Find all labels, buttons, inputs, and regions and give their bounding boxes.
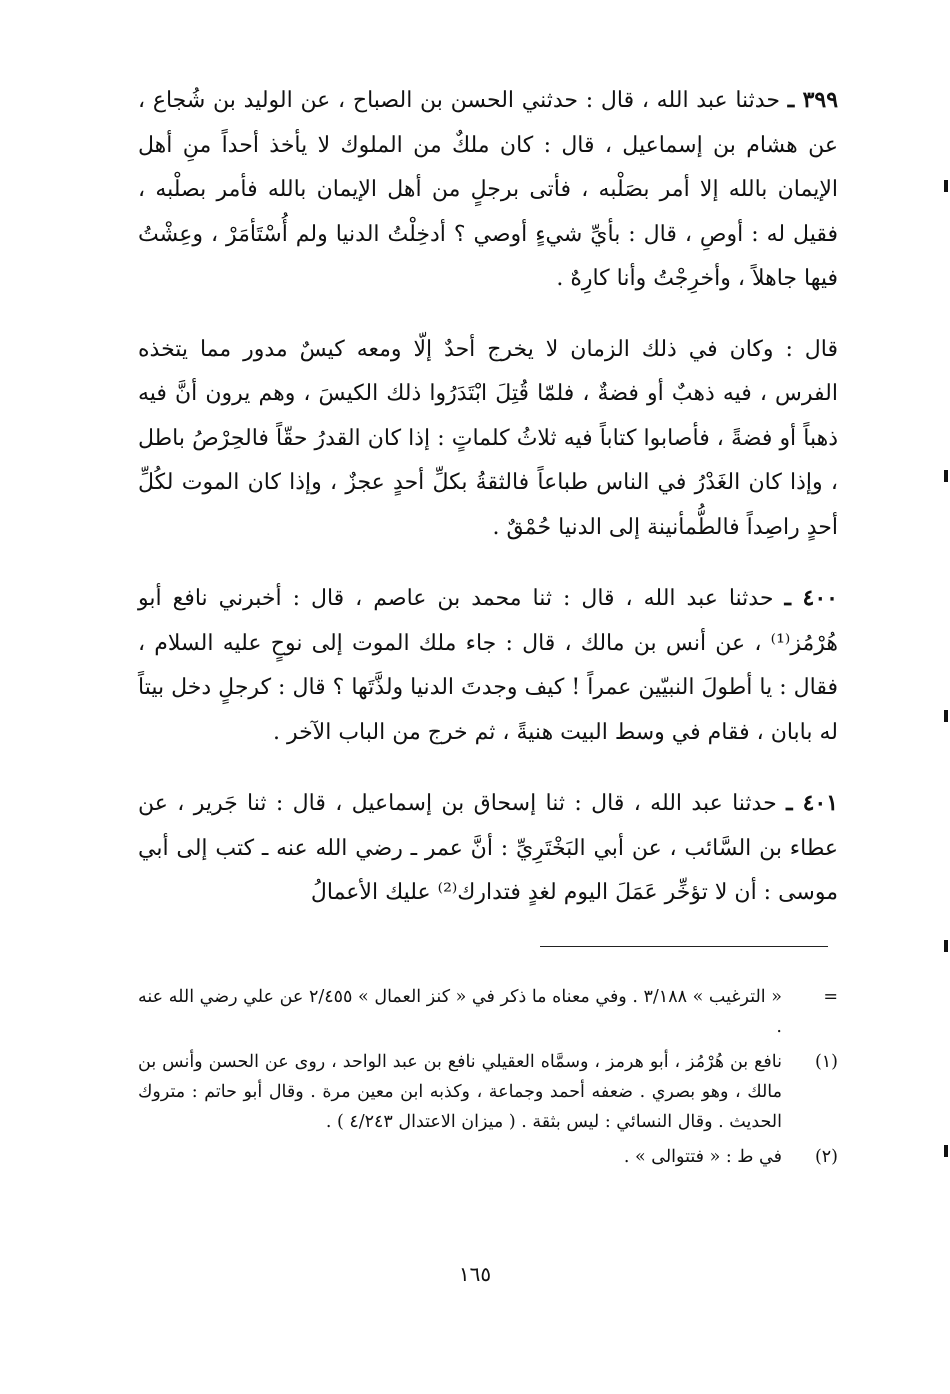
paragraph-399: [138, 78, 838, 302]
footnote-2: [138, 1142, 838, 1172]
scan-margin-mark: [944, 1145, 948, 1157]
footnote-text: في ط : « فتتوالى » .: [623, 1147, 782, 1167]
paragraph-400: [138, 576, 838, 755]
footnote-1: [138, 1047, 838, 1137]
hadith-number: ٤٠١ ـ: [786, 790, 839, 816]
page-number: ١٦٥: [458, 1262, 492, 1286]
paragraph-text: حدثنا عبد الله ، قال : حدثني الحسن بن الصباح ، عن الوليد بن شُجاع ، عن هشام بن إسماعيل ، قال : كان ملكٌ من الملوك لا يأخذ أحداً منِ أهل الإيمان بالله إلا أمر بصَلْبه ، فأتى برجلٍ من أهل الإيمان بالله فأمر بصلْبه ، فقيل له : أوصِ ، قال : بأيِّ شيءٍ أوصي ؟ أدخِلْتُ الدنيا ولم أُسْتَأمَرْ ، وعِشْتُ فيها جاهلاً ، وأخرِجْتُ وأنا كارِهٌ .: [138, 88, 838, 291]
paragraph-text: حدثنا عبد الله ، قال : ثنا محمد بن عاصم ، قال : أخبرني نافع أبو هُرْمُز⁽¹⁾ ، عن أنس بن مالك ، قال : جاء ملك الموت إلى نوحٍ عليه السلام ، فقال : يا أطولَ النبيّين عمراً ! كيف وجدتَ الدنيا ولذَّتَها ؟ قال : كرجلٍ دخل بيتاً له بابان ، فقام في وسط البيت هنيةً ، ثم خرج من الباب الآخر .: [138, 586, 838, 745]
paragraph-401: [138, 781, 838, 916]
footnote-mark: (١): [814, 1052, 838, 1072]
paragraph-399-continued: [138, 328, 838, 551]
scan-margin-mark: [944, 940, 948, 952]
footnote-text: « الترغيب » ٣/١٨٨ . وفي معناه ما ذكر في « كنز العمال » ٢/٤٥٥ عن علي رضي الله عنه .: [138, 987, 782, 1037]
hadith-number: ٤٠٠ ـ: [784, 585, 838, 611]
scan-margin-mark: [944, 180, 948, 192]
footnote-divider: [540, 946, 828, 947]
footnotes: [138, 982, 838, 1177]
paragraph-text: حدثنا عبد الله ، قال : ثنا إسحاق بن إسماعيل ، قال : ثنا جَرير ، عن عطاء بن السَّائب ، عن أبي البَخْتَرِيِّ : أنَّ عمر ـ رضي الله عنه ـ كتب إلى أبي موسى : أن لا تؤخِّر عَمَلَ اليوم لغدٍ فتدارك⁽²⁾ عليك الأعمالُ: [138, 791, 838, 905]
footnote-continuation: [138, 982, 838, 1042]
footnote-mark: (٢): [814, 1147, 838, 1167]
hadith-number: ٣٩٩ ـ: [787, 87, 839, 113]
scan-margin-mark: [944, 470, 948, 482]
paragraph-text: قال : وكان في ذلك الزمان لا يخرج أحدٌ إلّا ومعه كيسٌ مدور مما يتخذه الفرس ، فيه ذهبٌ أو فضةٌ ، فلمّا قُتِلَ ابْتَدَرُوا ذلك الكيسَ ، وهم يرون أنَّ فيه ذهباً أو فضةً ، فأصابوا كتاباً فيه ثلاثُ كلماتٍ : إذا كان القدرُ حقّاً فالحِرْصُ باطل ، وإذا كان الغَدْرُ في الناس طباعاً فالثقةُ بكلِّ أحدٍ عجزٌ ، وإذا كان الموت لكُلِّ أحدٍ راصِداً فالطُّمأنينة إلى الدنيا حُمْقٌ .: [138, 336, 838, 540]
main-text: [138, 78, 838, 942]
footnote-mark: =: [823, 987, 838, 1007]
scan-margin-mark: [944, 710, 948, 722]
footnote-text: نافع بن هُرْمُز ، أبو هرمز ، وسمَّاه العقيلي نافع بن عبد الواحد ، روى عن الحسن وأنس بن مالك ، وهو بصري . ضعفه أحمد وجماعة ، وكذبه ابن معين مرة . وقال أبو حاتم : متروك الحديث . وقال النسائي : ليس بثقة . ( ميزان الاعتدال ٤/٢٤٣ ) .: [138, 1052, 782, 1132]
